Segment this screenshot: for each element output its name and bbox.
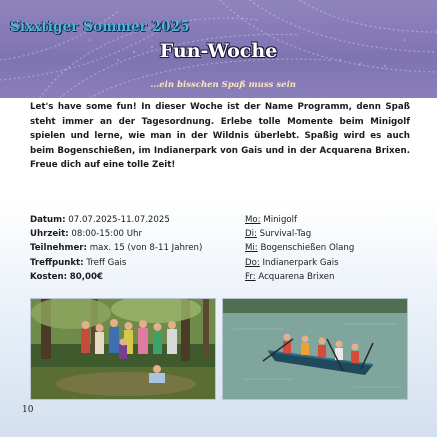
page-number: 10 xyxy=(22,405,34,415)
header-banner xyxy=(0,0,437,98)
schedule-day: Mo: xyxy=(245,215,261,225)
schedule-row-friday xyxy=(245,270,354,284)
detail-label: Uhrzeit: xyxy=(30,229,69,240)
series-title: Sixxtiger Sommer 2025 xyxy=(10,19,190,35)
page-title: Fun-Woche xyxy=(159,40,278,62)
details-list xyxy=(30,213,202,284)
schedule-day: Do: xyxy=(245,257,260,268)
detail-value: max. 15 (von 8-11 Jahren) xyxy=(89,243,203,254)
detail-row-participants xyxy=(30,241,202,255)
detail-row-date xyxy=(30,213,202,227)
detail-row-time xyxy=(30,227,202,241)
detail-label: Kosten: xyxy=(30,271,68,282)
forest-group-photo xyxy=(30,298,216,400)
schedule-day: Di: xyxy=(245,229,257,240)
schedule-row-thursday xyxy=(245,256,354,270)
detail-value: 07.07.2025-11.07.2025 xyxy=(68,215,170,225)
page-subtitle: ...ein bisschen Spaß muss sein xyxy=(150,80,296,90)
schedule-activity: Minigolf xyxy=(263,215,298,225)
detail-value: Treff Gais xyxy=(86,257,127,268)
detail-row-meeting-point xyxy=(30,256,202,270)
detail-label: Treffpunkt: xyxy=(30,257,84,268)
schedule-activity: Indianerpark Gais xyxy=(262,257,339,268)
detail-label: Datum: xyxy=(30,215,66,225)
schedule-row-monday xyxy=(245,213,354,227)
intro-paragraph: Let's have some fun! In dieser Woche ist der Name Programm, denn Spaß steht immer an der Tagesordnung. Erlebe tolle Momente beim Minigolf spielen und lerne, wie man in der Wildnis überlebt. Spaßig wird es auch beim Bogenschießen, im Indianerpark von Gais und in der Acquarena Brixen. Freue dich auf eine tolle Zeit! xyxy=(30,102,410,171)
schedule-activity: Bogenschießen Olang xyxy=(260,243,355,254)
schedule-activity: Acquarena Brixen xyxy=(258,271,335,282)
detail-row-cost xyxy=(30,270,202,284)
detail-value: 80,00€ xyxy=(69,271,103,282)
schedule-day: Mi: xyxy=(245,243,258,254)
schedule-row-tuesday xyxy=(245,227,354,241)
canoe-photo xyxy=(222,298,408,400)
schedule-day: Fr: xyxy=(245,271,256,282)
schedule-row-wednesday xyxy=(245,241,354,255)
detail-label: Teilnehmer: xyxy=(30,243,87,254)
schedule-activity: Survival-Tag xyxy=(259,229,312,240)
detail-value: 08:00-15:00 Uhr xyxy=(71,229,143,240)
weekly-schedule xyxy=(245,213,354,284)
